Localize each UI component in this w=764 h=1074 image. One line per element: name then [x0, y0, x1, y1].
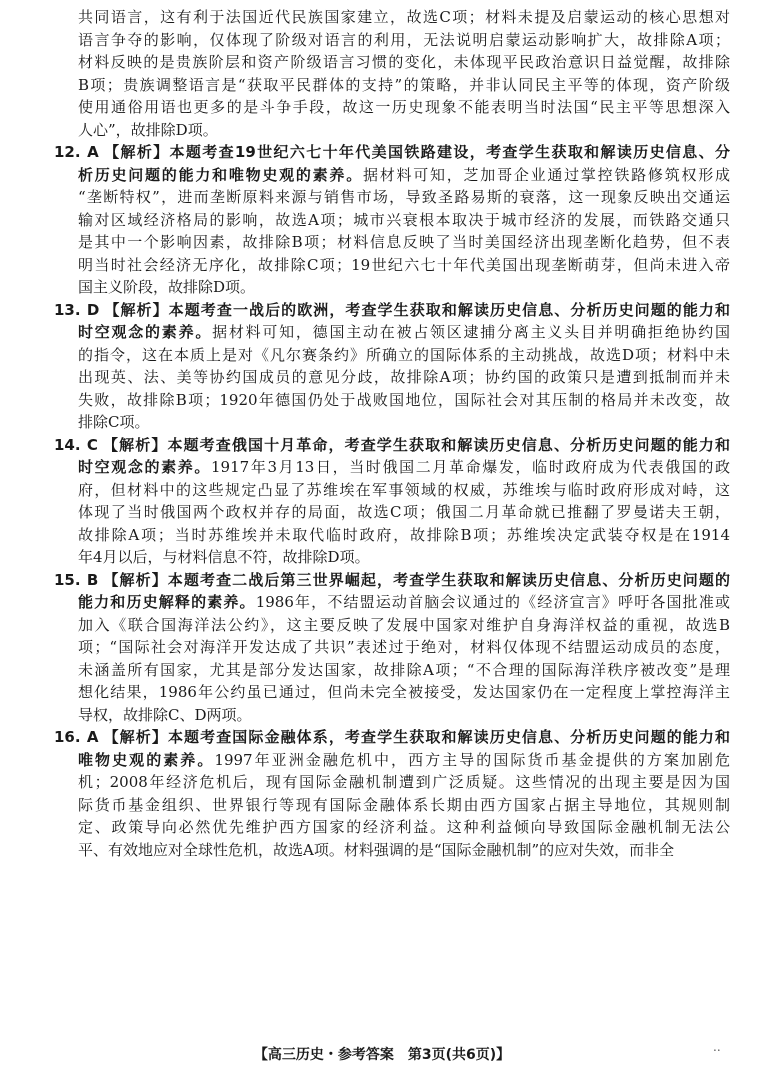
line-text: 平、有效地应对全球性危机，故选A项。材料强调的是“国际金融机制”的应对失效，而非全	[78, 840, 675, 859]
competency-phrase: 时空观念的素养。	[78, 458, 212, 476]
text-line: 语言争夺的影响，仅体现了阶级对语言的利用，无法说明启蒙运动影响扩大，故排除A项；	[78, 30, 730, 49]
text-line	[54, 524, 730, 547]
line-text: 的指令，这在本质上是对《凡尔赛条约》所确立的国际体系的主动挑战，故选D项；材料中未	[78, 345, 730, 364]
answer-content	[54, 6, 730, 861]
line-text: 加入《联合国海洋法公约》，这主要反映了发展中国家对维护自身海洋权益的重视，故选B	[78, 615, 730, 634]
question-topic: 本题考查国际金融体系，考查学生获取和解读历史信息、分析历史问题的能力和	[167, 728, 730, 746]
text-line: 人心”，故排除D项。	[78, 120, 218, 139]
text-line	[54, 659, 730, 682]
line-text: 际货币基金组织、世界银行等现有国际金融体系长期由西方国家占据主导地位，其规则制	[78, 795, 730, 814]
line-text: 体现了当时俄国两个政权并存的局面，故选C项；俄国二月革命就已推翻了罗曼诺夫王朝，	[78, 503, 730, 521]
text-line	[54, 344, 730, 367]
line-text: 机；2008年经济危机后，现有国际金融机制遭到广泛质疑。这些情况的出现主要是因为国	[78, 773, 730, 791]
line-text: 1997年亚洲金融危机中，西方主导的国际货币基金提供的方案加剧危	[214, 750, 730, 769]
text-line	[54, 636, 730, 659]
analysis-tag: 【解析】	[101, 435, 168, 454]
line-text: 项；“国际社会对海洋开发达成了共识”表述过于绝对，材料仅体现不结盟运动成员的态度，	[78, 638, 730, 656]
line-text: 输对区域经济格局的影响，故选A项；城市兴衰根本取决于城市经济的发展，而铁路交通只	[78, 210, 730, 229]
question-number: 15. B	[54, 570, 99, 589]
text-line	[54, 704, 730, 727]
text-line	[54, 816, 730, 839]
text-line	[54, 186, 730, 209]
text-line: 共同语言，这有利于法国近代民族国家建立，故选C项；材料未提及启蒙运动的核心思想对	[78, 8, 730, 26]
question-13	[54, 299, 730, 434]
question-14	[54, 434, 730, 569]
question-number: 12. A	[54, 143, 99, 161]
text-line	[54, 209, 730, 232]
question-16	[54, 726, 730, 861]
line-text: “垄断特权”，进而垄断原料来源与销售市场，导致圣路易斯的衰落，这一现象反映出交通运	[78, 188, 730, 206]
text-line	[54, 164, 730, 187]
text-line	[54, 839, 730, 862]
text-line	[54, 411, 730, 434]
question-head-line	[54, 726, 730, 749]
line-text: 据材料可知，德国主动在被占领区逮捕分离主义头目并明确拒绝协约国	[212, 323, 730, 341]
text-line	[54, 389, 730, 412]
question-12	[54, 141, 730, 299]
competency-phrase: 析历史问题的能力和唯物史观的素养。	[78, 165, 363, 184]
analysis-tag: 【解析】	[102, 570, 168, 589]
intro-paragraph	[54, 6, 730, 141]
question-topic: 本题考查俄国十月革命，考查学生获取和解读历史信息、分析历史问题的能力和	[167, 435, 730, 454]
line-text: 导权，故排除C、D两项。	[78, 705, 252, 724]
line-text: 想化结果，1986年公约虽已通过，但尚未完全被接受，发达国家仍在一定程度上掌控海洋主	[78, 683, 730, 701]
line-text: 未涵盖所有国家，尤其是部分发达国家，故排除A项；“不合理的国际海洋秩序被改变”是理	[78, 660, 730, 679]
line-text: 排除C项。	[78, 413, 150, 431]
question-head-line	[54, 434, 730, 457]
question-head-line	[54, 141, 730, 164]
question-topic: 本题考查二战后第三世界崛起，考查学生获取和解读历史信息、分析历史问题的	[167, 570, 730, 589]
text-line	[54, 456, 730, 479]
text-line	[54, 749, 730, 772]
line-text: 故排除A项；当时苏维埃并未取代临时政府，故排除B项；苏维埃决定武装夺权是在1914	[78, 525, 730, 544]
text-line	[54, 614, 730, 637]
line-text: 定、政策导向必然优先维护西方国家的经济利益。这种利益倾向导致国际金融机制无法公	[78, 818, 730, 836]
text-line	[54, 321, 730, 344]
competency-phrase: 能力和历史解释的素养。	[78, 593, 256, 611]
line-text: 是其中一个影响因素，故排除B项；材料信息反映了当时美国经济出现垄断化趋势，但不表	[78, 233, 730, 251]
text-line	[54, 231, 730, 254]
analysis-tag: 【解析】	[103, 300, 169, 319]
corner-mark: ..	[713, 1040, 721, 1054]
text-line	[54, 794, 730, 817]
line-text: 1917年3月13日，当时俄国二月革命爆发，临时政府成为代表俄国的政	[211, 458, 730, 476]
text-line	[54, 254, 730, 277]
line-text: 年4月以后，与材料信息不符，故排除D项。	[78, 548, 370, 566]
question-topic: 本题考查19世纪六七十年代美国铁路建设，考查学生获取和解读历史信息、分	[169, 143, 730, 161]
analysis-tag: 【解析】	[102, 728, 168, 746]
text-line: 使用通俗用语也更多的是斗争手段，故这一历史现象不能表明当时法国“民主平等思想深入	[78, 98, 730, 116]
text-line	[54, 366, 730, 389]
text-line: B项；贵族调整语言是“获取平民群体的支持”的策略，并非认同民主平等的体现，资产阶级	[78, 75, 730, 94]
text-line	[54, 479, 730, 502]
line-text: 出现英、法、美等协约国成员的意见分歧，故排除A项；协约国的政策只是遭到抵制而并未	[78, 368, 730, 386]
line-text: 国主义阶段，故排除D项。	[78, 278, 256, 296]
text-line	[54, 681, 730, 704]
question-head-line	[54, 569, 730, 592]
question-number: 13. D	[54, 300, 100, 319]
line-text: 1986年，不结盟运动首脑会议通过的《经济宣言》呼吁各国批准或	[255, 593, 730, 611]
page-footer: 【高三历史・参考答案 第3页(共6页)】	[253, 1047, 511, 1063]
text-line	[54, 276, 730, 299]
competency-phrase: 时空观念的素养。	[78, 323, 213, 341]
line-text: 失败，故排除B项；1920年德国仍处于战败国地位，国际社会对其压制的格局并未改变，故	[78, 390, 730, 409]
text-line	[54, 771, 730, 794]
competency-phrase: 唯物史观的素养。	[78, 750, 215, 769]
question-number: 16. A	[54, 728, 99, 746]
question-topic: 本题考查一战后的欧洲，考查学生获取和解读历史信息、分析历史问题的能力和	[168, 300, 730, 319]
analysis-tag: 【解析】	[102, 143, 170, 161]
text-line: 材料反映的是贵族阶层和资产阶级语言习惯的变化，未体现平民政治意识日益觉醒，故排除	[78, 53, 730, 71]
line-text: 明当时社会经济无序化，故排除C项；19世纪六七十年代美国出现垄断萌芽，但尚未进入帝	[78, 255, 730, 274]
question-15	[54, 569, 730, 727]
question-number: 14. C	[54, 435, 98, 454]
question-list	[54, 141, 730, 861]
line-text: 据材料可知，芝加哥企业通过掌控铁路修筑权形成	[362, 165, 730, 184]
text-line	[54, 546, 730, 569]
question-head-line	[54, 299, 730, 322]
line-text: 府，但材料中的这些规定凸显了苏维埃在军事领域的权威，苏维埃与临时政府形成对峙，这	[78, 480, 730, 499]
text-line	[54, 501, 730, 524]
text-line	[54, 591, 730, 614]
